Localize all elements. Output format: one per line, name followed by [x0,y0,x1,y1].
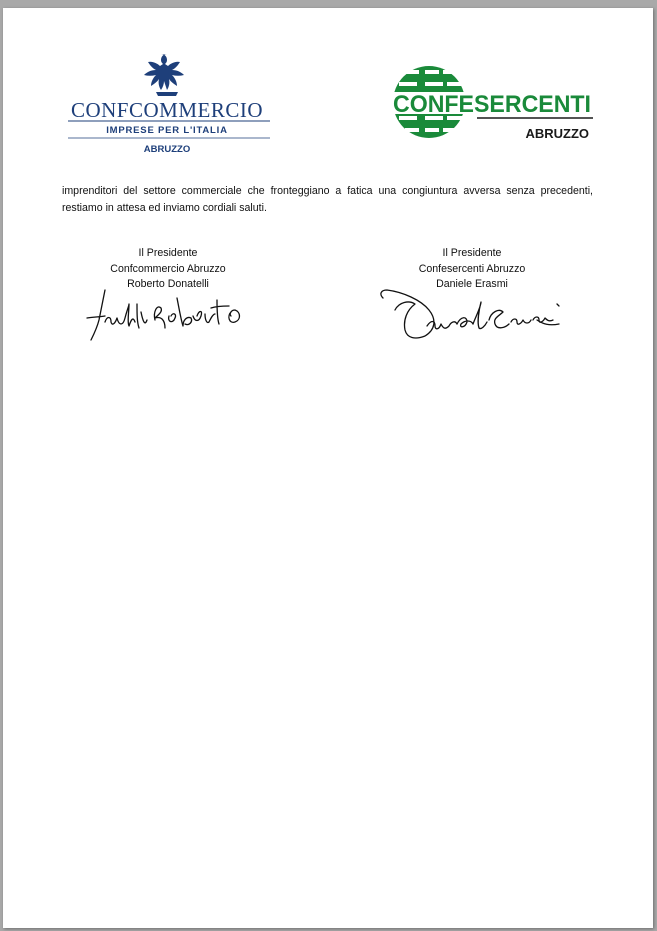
signatory-organization: Confesercenti Abruzzo [418,262,526,275]
signatory-role: Il Presidente [138,247,198,259]
handwritten-signature-donatelli [83,286,253,346]
confcommercio-brand: CONFCOMMERCIO [70,98,264,122]
signatory-name: Roberto Donatelli [127,278,209,290]
confesercenti-logo [391,56,595,148]
confcommercio-tagline: IMPRESE PER L'ITALIA [106,125,228,136]
document-page [3,8,653,928]
confcommercio-region: ABRUZZO [143,144,191,155]
signatory-name: Daniele Erasmi [436,278,508,290]
confcommercio-logo [58,48,276,158]
eagle-icon [144,54,184,96]
letter-closing-paragraph: imprenditori del settore commerciale che fronteggiano a fatica una congiuntura avversa senza precedenti, restiamo in attesa ed inviamo cordiali saluti. [62,185,593,214]
signatory-role: Il Presidente [442,247,502,259]
handwritten-signature-erasmi [377,280,582,346]
confesercenti-region: ABRUZZO [525,126,589,141]
confesercenti-brand: CONFESERCENTI [393,91,591,118]
signatory-organization: Confcommercio Abruzzo [110,262,226,275]
